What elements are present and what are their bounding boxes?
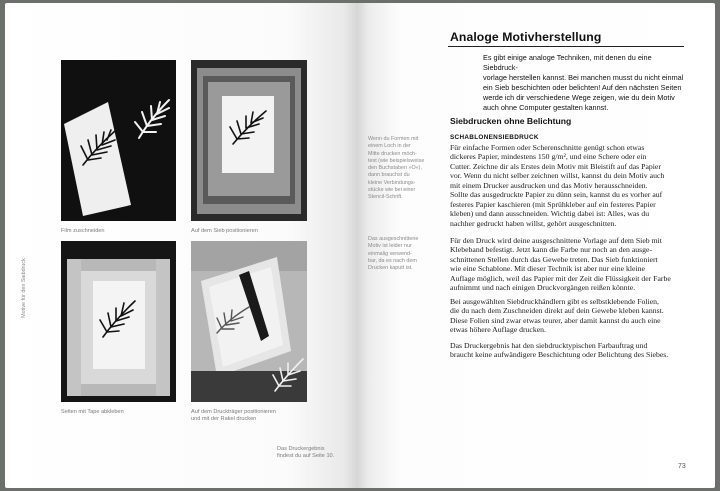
- caption-photo4: [191, 409, 276, 423]
- body-line: mit einem Drucker ausdrucken und das Motiv herausschneiden.: [450, 180, 648, 190]
- photo-film-cutting: [61, 60, 176, 221]
- intro-line: vorlage herstellen kannst. Bei manchen musst du nicht einmal: [483, 73, 684, 82]
- body-paragraph-3: [450, 297, 688, 335]
- side-note-line: Stencil-Schrift.: [368, 194, 403, 201]
- side-note-line: Drucken kaputt ist.: [368, 265, 413, 272]
- side-note-stencil: [368, 136, 424, 202]
- photo-taped-image: [61, 241, 176, 402]
- body-line: festeres Papier kaschieren (mit Sprühkleber auf ein festeres Papier: [450, 199, 656, 209]
- intro-line: Es gibt einige analoge Techniken, mit denen du eine Siebdruck-: [483, 53, 652, 72]
- body-line: kleben) und dann ausschneiden. Wichtig dabei ist: Alles, was du: [450, 209, 650, 219]
- body-line: schnittenen Stellen durch das Gewebe treten. Das Sieb funktioniert: [450, 254, 658, 264]
- photo-printing: [191, 241, 307, 402]
- side-note-line: Mitte drucken möch-: [368, 150, 417, 157]
- caption-photo1: Film zuschneiden: [61, 228, 105, 234]
- body-line: Diese Folien sind zwar etwas teurer, aber damit kannst du auch eine: [450, 315, 661, 325]
- body-line: wie eine Schablone. Mit dieser Technik ist aber nur eine kleine: [450, 264, 645, 274]
- caption-photo4-line2: und mit der Rakel drucken: [191, 416, 257, 423]
- caption-photo3: Seiten mit Tape abkleben: [61, 409, 124, 415]
- right-page: [358, 3, 715, 488]
- intro-line: ein Sieb beschichten oder belichten! Auf den nächsten Seiten: [483, 83, 682, 92]
- body-line: dickeres Papier, mindestens 150 g/m², und eine Schere oder ein: [450, 152, 647, 162]
- photo-taped: [61, 241, 176, 402]
- body-line: die du nach dem Zuschneiden direkt auf dein Gewebe kleben kannst.: [450, 306, 664, 316]
- side-note-line: Wenn du Formen mit: [368, 136, 419, 142]
- photo-printing-image: [191, 241, 307, 402]
- body-paragraph-4: [450, 341, 688, 360]
- side-note-line: test (wie beispielsweise: [368, 157, 425, 164]
- body-paragraph-2: [450, 236, 688, 293]
- body-paragraph-1: [450, 143, 688, 228]
- page-number: 73: [678, 463, 686, 470]
- body-line: Bei ausgewählten Siebdruckhändlern gibt es selbstklebende Folien,: [450, 297, 659, 306]
- intro-line: auch ohne Computer gestalten kannst.: [483, 103, 609, 112]
- section-heading: Siebdrucken ohne Belichtung: [450, 116, 572, 126]
- caption-photo4-line1: Auf dem Druckträger positionieren: [191, 409, 276, 415]
- result-note-line1: Das Druckergebnis: [277, 446, 325, 452]
- body-line: vor. Wenn du nicht selber zeichnen willst, kannst du dein Motiv auch: [450, 171, 665, 181]
- caption-photo2: Auf dem Sieb positionieren: [191, 228, 258, 234]
- subsection-heading: SCHABLONENSIEBDRUCK: [450, 134, 539, 141]
- side-note-line: Motiv ist leider nur: [368, 243, 412, 250]
- body-line: braucht keine aufwändigere Beschichtung oder Belichtung des Siebes.: [450, 350, 669, 360]
- body-line: Für einfache Formen oder Scherenschnitte genügt schon etwas: [450, 143, 645, 152]
- body-line: Sollte das ausgedruckte Papier zu dünn sein, kannst du es vorher auf: [450, 190, 663, 200]
- photo-film-cutting-image: [61, 60, 176, 221]
- side-note-line: kleine Verbindungs-: [368, 179, 416, 186]
- body-line: etwas höhere Auflage drucken.: [450, 325, 546, 335]
- body-line: Cutter. Zeichne dir als Erstes dein Motiv mit Bleistift auf das Papier: [450, 161, 661, 171]
- page-title: Analoge Motivherstellung: [450, 30, 602, 44]
- result-note: [277, 446, 334, 460]
- body-line: Klebeband befestigt. Jetzt kann die Farbe nur noch an den ausge-: [450, 245, 653, 255]
- side-note-line: dann brauchst du: [368, 172, 410, 179]
- title-underline: [448, 46, 684, 47]
- left-page: [5, 3, 358, 488]
- body-line: aufnimmt und nach einigen Druckvorgängen reißen könnte.: [450, 283, 636, 293]
- body-line: Das Druckergebnis hat den siebdrucktypischen Farbauftrag und: [450, 341, 648, 350]
- body-line: nachher gedruckt haben willst, gehört ausgeschnitten.: [450, 218, 617, 228]
- photo-on-screen: [191, 60, 307, 221]
- result-note-line2: findest du auf Seite 10.: [277, 453, 335, 460]
- photo-on-screen-image: [191, 60, 307, 221]
- side-note-line: den Buchstaben »O«),: [368, 165, 422, 172]
- running-title: Motive für den Siebdruck: [21, 258, 27, 318]
- side-note-single-use: [368, 236, 418, 272]
- side-note-line: bar, da es nach dem: [368, 257, 417, 264]
- side-note-line: einem Loch in der: [368, 143, 411, 150]
- intro-text: [483, 53, 686, 113]
- side-note-line: einmalig verwend-: [368, 250, 412, 257]
- body-line: Für den Druck wird deine ausgeschnittene Vorlage auf dem Sieb mit: [450, 236, 662, 245]
- side-note-line: stücke wie bei einer: [368, 187, 416, 194]
- side-note-line: Das ausgeschnittene: [368, 236, 419, 242]
- body-line: Auflage möglich, weil das Papier mit der Zeit die Flüssigkeit der Farbe: [450, 273, 671, 283]
- intro-line: werde ich dir verschiedene Wege zeigen, wie du dein Motiv: [483, 93, 675, 102]
